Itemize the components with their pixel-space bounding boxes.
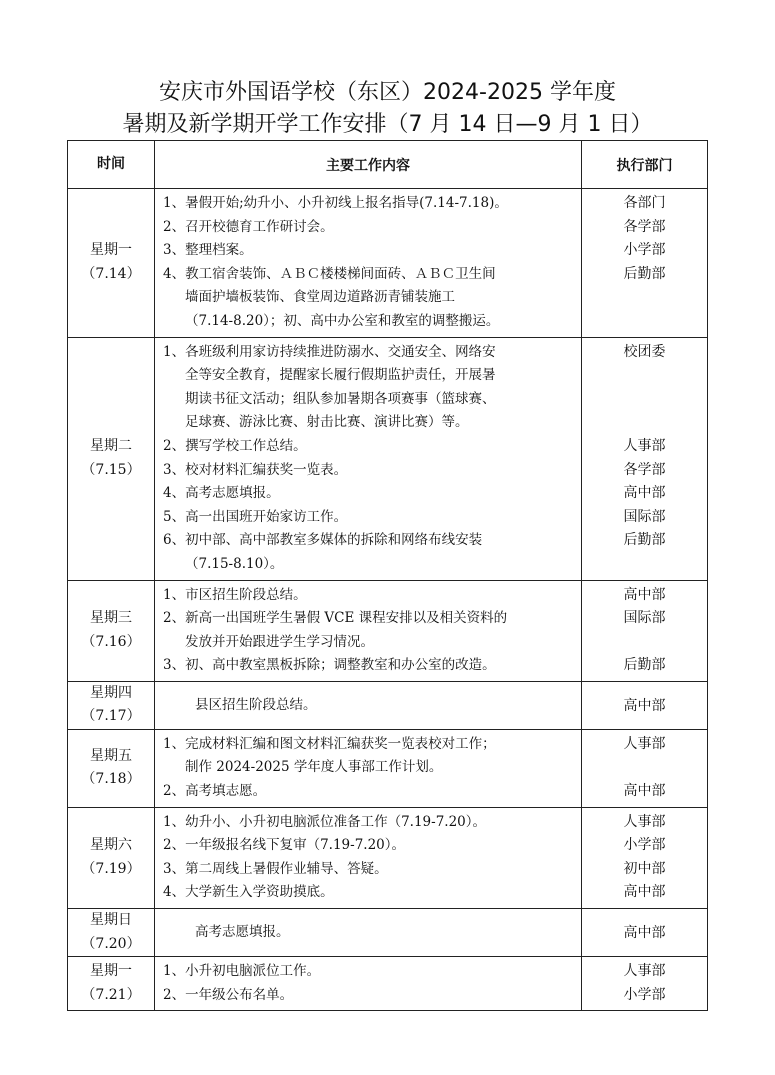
- dept-label: [582, 756, 707, 780]
- dept-cell: [582, 580, 708, 681]
- task-line: 3、初、高中教室黑板拆除；调整教室和办公室的改造。: [163, 657, 496, 674]
- task-cell: [155, 807, 582, 908]
- task-line: 2、撰写学校工作总结。: [163, 437, 307, 454]
- task-line: 3、整理档案。: [163, 242, 253, 259]
- day-cell: [68, 337, 155, 580]
- day-cell: [68, 189, 155, 338]
- task-line: 2、一年级报名线下复审（7.19-7.20）。: [163, 837, 406, 854]
- table-row: [68, 909, 708, 957]
- task-cell: [155, 337, 582, 580]
- day-label: 星期二: [90, 438, 132, 455]
- dept-label: 高中部: [623, 884, 666, 901]
- dept-label: 小学部: [623, 986, 666, 1003]
- dept-label: 高中部: [623, 925, 666, 942]
- dept-label: 国际部: [623, 508, 666, 525]
- dept-cell: [582, 909, 708, 957]
- dept-label: 初中部: [623, 860, 666, 877]
- date-label: （7.16）: [81, 633, 141, 650]
- day-label: 星期五: [90, 747, 132, 764]
- day-cell: [68, 580, 155, 681]
- table-header-row: [68, 141, 708, 189]
- task-line: 2、召开校德育工作研讨会。: [163, 218, 334, 235]
- task-line: 2、一年级公布名单。: [163, 986, 294, 1003]
- task-line: 足球赛、游泳比赛、射击比赛、演讲比赛）等。: [185, 414, 469, 431]
- task-cell: [155, 681, 582, 729]
- dept-label: 各部门: [623, 195, 666, 211]
- task-line: 3、校对材料汇编获奖一览表。: [163, 461, 348, 478]
- day-cell: [68, 807, 155, 908]
- day-label: 星期四: [90, 684, 132, 701]
- day-label: 星期六: [90, 837, 132, 854]
- day-label: 星期一: [90, 963, 132, 980]
- dept-label: 人事部: [623, 437, 666, 454]
- task-line: 墙面护墙板装饰、食堂周边道路沥青铺装施工: [185, 289, 455, 306]
- task-cell: [155, 580, 582, 681]
- table-row: [68, 681, 708, 729]
- dept-label: [582, 411, 707, 435]
- dept-cell: [582, 337, 708, 580]
- task-line: 3、第二周线上暑假作业辅导、答疑。: [163, 860, 388, 877]
- task-line: 1、暑假开始;幼升小、小升初线上报名指导(7.14-7.18)。: [163, 195, 508, 211]
- dept-label: 人事部: [623, 813, 666, 830]
- dept-label: 小学部: [623, 242, 666, 259]
- task-line: 县区招生阶段总结。: [195, 696, 317, 713]
- dept-label: 高中部: [623, 698, 666, 715]
- date-label: （7.18）: [81, 771, 141, 788]
- day-label: 星期三: [90, 610, 132, 627]
- dept-label: 国际部: [623, 610, 666, 627]
- task-line: 4、教工宿舍装饰、ＡＢＣ楼楼梯间面砖、ＡＢＣ卫生间: [163, 265, 496, 282]
- dept-label: [582, 364, 707, 388]
- dept-label: 各学部: [623, 218, 666, 235]
- dept-label: 人事部: [623, 735, 666, 752]
- task-line: 2、高考填志愿。: [163, 783, 267, 800]
- task-cell: [155, 957, 582, 1011]
- task-line: （7.14-8.20）；初、高中办公室和教室的调整搬运。: [185, 312, 500, 329]
- header-dept: 执行部门: [582, 141, 708, 189]
- task-line: 6、初中部、高中部教室多媒体的拆除和网络布线安装: [163, 532, 483, 549]
- dept-label: 各学部: [623, 461, 666, 478]
- dept-label: 后勤部: [623, 265, 666, 282]
- dept-cell: [582, 807, 708, 908]
- task-line: 2、新高一出国班学生暑假 VCE 课程安排以及相关资料的: [163, 610, 508, 627]
- task-line: 高考志愿填报。: [195, 923, 290, 940]
- dept-label: 小学部: [623, 837, 666, 854]
- task-cell: [155, 909, 582, 957]
- schedule-table: [67, 140, 708, 1011]
- task-line: 制作 2024-2025 学年度人事部工作计划。: [185, 759, 443, 776]
- task-line: 发放并开始跟进学生学习情况。: [185, 633, 374, 650]
- dept-cell: [582, 189, 708, 338]
- dept-label: 人事部: [623, 963, 666, 980]
- table-row: [68, 957, 708, 1011]
- date-label: （7.19）: [81, 860, 141, 877]
- date-label: （7.14）: [81, 265, 141, 282]
- day-cell: [68, 909, 155, 957]
- task-line: 期读书征文活动；组队参加暑期各项赛事（篮球赛、: [185, 390, 496, 407]
- task-line: 1、各班级利用家访持续推进防溺水、交通安全、网络安: [163, 343, 496, 360]
- task-line: 4、高考志愿填报。: [163, 485, 280, 502]
- day-label: 星期一: [90, 242, 132, 259]
- task-line: 5、高一出国班开始家访工作。: [163, 508, 348, 525]
- document-title-line2: 暑期及新学期开学工作安排（7 月 14 日—9 月 1 日）: [122, 112, 653, 137]
- task-line: 4、大学新生入学资助摸底。: [163, 884, 334, 901]
- dept-label: 后勤部: [623, 657, 666, 674]
- task-line: 1、小升初电脑派位工作。: [163, 963, 321, 980]
- task-line: 全等安全教育，提醒家长履行假期监护责任，开展暑: [185, 367, 496, 384]
- day-cell: [68, 957, 155, 1011]
- task-line: 1、幼升小、小升初电脑派位准备工作（7.19-7.20）。: [163, 813, 487, 830]
- dept-label: 校团委: [623, 343, 666, 360]
- task-line: 1、市区招生阶段总结。: [163, 586, 307, 603]
- table-row: [68, 807, 708, 908]
- dept-label: [582, 388, 707, 412]
- dept-label: 高中部: [623, 783, 666, 800]
- day-label: 星期日: [90, 912, 132, 929]
- table-row: [68, 729, 708, 807]
- table-row: [68, 189, 708, 338]
- dept-label: [582, 631, 707, 655]
- dept-label: 后勤部: [623, 532, 666, 549]
- date-label: （7.20）: [81, 935, 141, 952]
- day-cell: [68, 681, 155, 729]
- dept-cell: [582, 681, 708, 729]
- dept-label: 高中部: [623, 586, 666, 603]
- task-cell: [155, 729, 582, 807]
- task-line: （7.15-8.10）。: [185, 555, 284, 572]
- date-label: （7.15）: [81, 461, 141, 478]
- date-label: （7.21）: [81, 986, 141, 1003]
- header-time: 时间: [68, 141, 155, 189]
- table-row: [68, 580, 708, 681]
- dept-cell: [582, 957, 708, 1011]
- dept-cell: [582, 729, 708, 807]
- document-title-line1: 安庆市外国语学校（东区）2024-2025 学年度: [159, 80, 616, 105]
- task-cell: [155, 189, 582, 338]
- day-cell: [68, 729, 155, 807]
- date-label: （7.17）: [81, 708, 141, 725]
- table-row: [68, 337, 708, 580]
- header-content: 主要工作内容: [155, 141, 582, 189]
- dept-label: 高中部: [623, 485, 666, 502]
- task-line: 1、完成材料汇编和图文材料汇编获奖一览表校对工作；: [163, 735, 496, 752]
